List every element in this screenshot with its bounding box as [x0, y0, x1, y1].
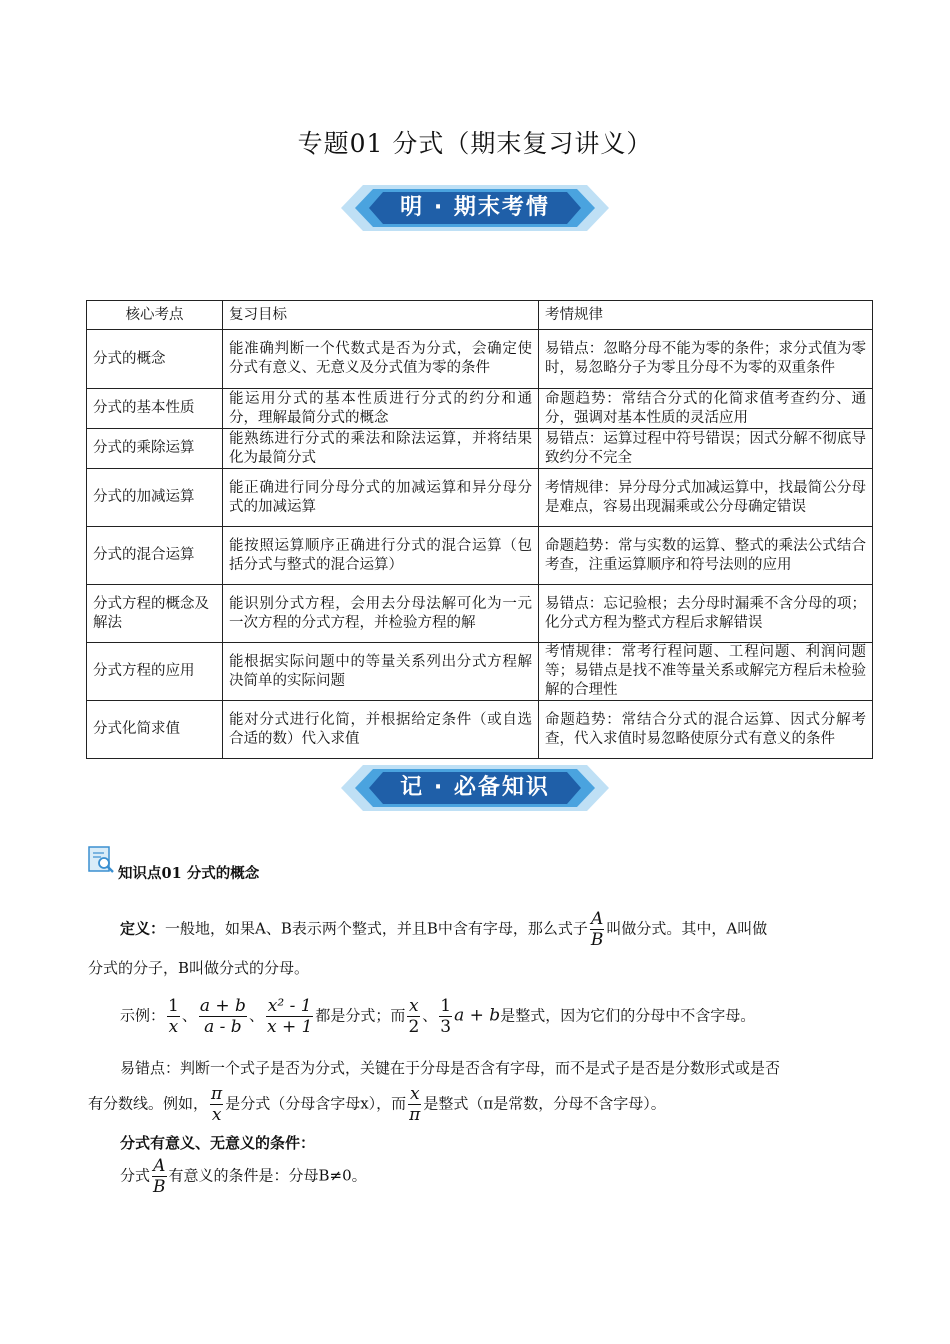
- exam-overview-table: [86, 300, 873, 759]
- numerator: π: [211, 1084, 223, 1104]
- table-cell: 分式的加减运算: [87, 469, 223, 527]
- separator: 、: [422, 1006, 438, 1025]
- example-text: 都是分式；而: [315, 1006, 406, 1025]
- fraction-a-over-b: [152, 1156, 167, 1197]
- table-cell: 考情规律：常考行程问题、工程问题、利润问题等；易错点是找不准等量关系或解完方程后未检验解的合理性: [539, 643, 873, 701]
- denominator: x: [211, 1105, 222, 1125]
- table-cell: 考情规律：异分母分式加减运算中，找最简公分母是难点，容易出现漏乘或公分母确定错误: [539, 469, 873, 527]
- fraction-1-over-x: [167, 996, 180, 1037]
- table-cell: 能识别分式方程，会用去分母法解可化为一元一次方程的分式方程，并检验方程的解: [223, 585, 539, 643]
- table-cell: 分式方程的应用: [87, 643, 223, 701]
- table-header-cell: 考情规律: [539, 301, 873, 330]
- table-cell: 命题趋势：常结合分式的混合运算、因式分解考查，代入求值时易忽略使原分式有意义的条件: [539, 701, 873, 759]
- table-cell: 能正确进行同分母分式的加减运算和异分母分式的加减运算: [223, 469, 539, 527]
- table-cell: 易错点：忽略分母不能为零的条件；求分式值为零时，易忽略分子为零且分母不为零的双重条件: [539, 330, 873, 389]
- table-cell: 命题趋势：常与实数的运算、整式的乘法公式结合考查，注重运算顺序和符号法则的应用: [539, 527, 873, 585]
- fraction-x-over-2: [407, 996, 420, 1037]
- table-header-row: [87, 301, 873, 330]
- fraction-pi-over-x: [210, 1084, 223, 1125]
- error-line-1: [120, 1058, 780, 1078]
- denominator: B: [153, 1177, 166, 1197]
- definition-line-2: [88, 958, 309, 978]
- fraction-1-over-3: [439, 996, 452, 1037]
- table-cell: 分式化简求值: [87, 701, 223, 759]
- numerator: A: [591, 909, 604, 929]
- table-cell: 易错点：忘记验根；去分母时漏乘不含分母的项；化分式方程为整式方程后求解错误: [539, 585, 873, 643]
- numerator: A: [153, 1156, 166, 1176]
- fraction-x-over-pi: [408, 1084, 421, 1125]
- table-row: [87, 330, 873, 389]
- expression-a-plus-b: a + b: [454, 1005, 501, 1026]
- banner-exam-overview: [341, 183, 609, 233]
- table-cell: 能运用分式的基本性质进行分式的约分和通分，理解最简分式的概念: [223, 389, 539, 429]
- denominator: x: [168, 1017, 179, 1037]
- banner-title: 记 · 必备知识: [400, 775, 550, 800]
- definition-label: 定义：: [120, 919, 166, 938]
- banner-title: 明 · 期末考情: [400, 195, 550, 220]
- table-cell: 能对分式进行化简，并根据给定条件（或自选合适的数）代入求值: [223, 701, 539, 759]
- numerator: x: [409, 1084, 420, 1104]
- error-text: 是整式（π是常数，分母不含字母）。: [423, 1094, 666, 1113]
- denominator: a - b: [204, 1017, 242, 1037]
- error-text: 有分数线。例如，: [88, 1094, 209, 1113]
- table-cell: 分式的乘除运算: [87, 429, 223, 469]
- condition-text: 有意义的条件是：分母B≠0。: [168, 1166, 367, 1185]
- table-cell: 易错点：运算过程中符号错误；因式分解不彻底导致约分不完全: [539, 429, 873, 469]
- magnifier-document-icon: [88, 846, 116, 874]
- numerator: a + b: [199, 996, 246, 1016]
- table-cell: 能准确判断一个代数式是否为分式，会确定使分式有意义、无意义及分式值为零的条件: [223, 330, 539, 389]
- numerator: x: [409, 996, 419, 1016]
- definition-text: 叫做分式。其中，A叫做: [606, 919, 768, 938]
- error-line-2: [88, 1084, 666, 1125]
- example-label: 示例：: [120, 1006, 166, 1025]
- table-cell: 命题趋势：常结合分式的化简求值考查约分、通分，强调对基本性质的灵活应用: [539, 389, 873, 429]
- table-header-cell: 复习目标: [223, 301, 539, 330]
- denominator: B: [590, 930, 604, 950]
- table-row: [87, 469, 873, 527]
- table-cell: 能熟练进行分式的乘法和除法运算，并将结果化为最简分式: [223, 429, 539, 469]
- table-row: [87, 429, 873, 469]
- table-cell: 分式的混合运算: [87, 527, 223, 585]
- table-row: [87, 527, 873, 585]
- table-cell: 分式方程的概念及解法: [87, 585, 223, 643]
- definition-text: 分式的分子，B叫做分式的分母。: [88, 959, 310, 977]
- table-row: [87, 585, 873, 643]
- definition-line-1: [120, 909, 767, 950]
- banner-key-knowledge: [341, 763, 609, 813]
- error-text: 易错点：判断一个式子是否为分式，关键在于分母是否含有字母，而不是式子是否是分数形式或是否: [120, 1059, 781, 1077]
- denominator: 3: [440, 1017, 452, 1037]
- table-cell: 分式的概念: [87, 330, 223, 389]
- table-cell: 能根据实际问题中的等量关系列出分式方程解决简单的实际问题: [223, 643, 539, 701]
- numerator: 1: [168, 996, 179, 1016]
- condition-heading: [120, 1133, 315, 1153]
- condition-text: 分式: [120, 1166, 151, 1185]
- denominator: x + 1: [266, 1017, 313, 1037]
- example-line: [120, 996, 755, 1037]
- table-row: [87, 701, 873, 759]
- table-header-cell: 核心考点: [87, 301, 223, 330]
- denominator: π: [409, 1105, 421, 1125]
- error-text: 是分式（分母含字母x），而: [225, 1094, 407, 1113]
- page-title: 专题01 分式（期末复习讲义）: [297, 129, 653, 158]
- fraction-apb-over-amb: [199, 996, 247, 1037]
- separator: 、: [248, 1006, 264, 1025]
- table-row: [87, 389, 873, 429]
- fraction-a-over-b: [590, 909, 605, 950]
- denominator: 2: [408, 1017, 420, 1037]
- condition-heading-text: 分式有意义、无意义的条件：: [120, 1134, 316, 1152]
- table-row: [87, 643, 873, 701]
- fraction-x2m1-over-xp1: [266, 996, 313, 1037]
- condition-line: [120, 1156, 367, 1197]
- separator: 、: [181, 1006, 197, 1025]
- table-cell: 分式的基本性质: [87, 389, 223, 429]
- example-text: 是整式，因为它们的分母中不含字母。: [500, 1006, 756, 1025]
- knowledge-point-title: 知识点01 分式的概念: [118, 865, 260, 882]
- numerator: x² - 1: [267, 996, 312, 1016]
- definition-text: 一般地，如果A、B表示两个整式，并且B中含有字母，那么式子: [165, 919, 588, 938]
- numerator: 1: [440, 996, 452, 1016]
- table-cell: 能按照运算顺序正确进行分式的混合运算（包括分式与整式的混合运算）: [223, 527, 539, 585]
